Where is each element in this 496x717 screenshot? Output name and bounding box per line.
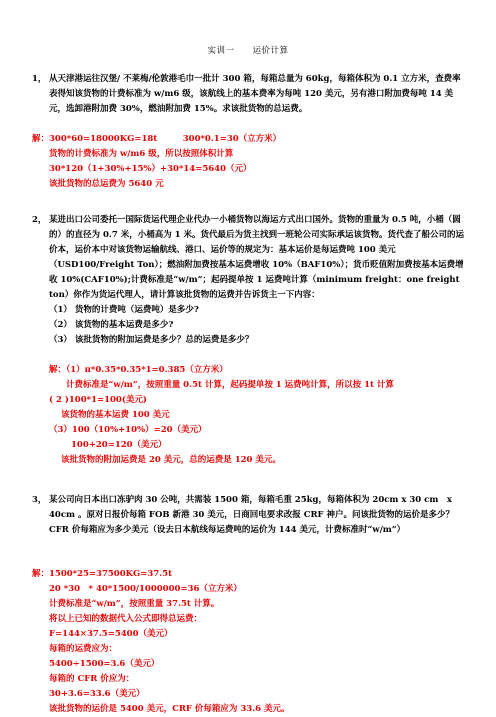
answer-2-line: 100+20=120（美元） (71, 440, 167, 450)
question-3-number: 3， (32, 495, 47, 505)
answer-2-line: 该货物的基本运费 100 美元 (61, 410, 170, 420)
answer-3-line: 20 *30 * 40*1500/1000000=36（立方米） (49, 584, 242, 594)
question-3-text: 某公司向日本出口冻驴肉 30 公吨，共需装 1500 箱，每箱毛重 25kg，每箱体积为 20cm x 30 cm x 40cm 。原对日报价每箱 FOB 新港 30 美元，日商回电要求改报 CRF 神户。问该批货物的运价是多少？ CFR 价每箱应为多少美元（设去日本航线每运费吨的运价为 144 美元，计费标准时“w/m”） (49, 495, 461, 535)
answer-3-line: 每箱的 CFR 价应为： (49, 674, 135, 684)
answer-3-line: 计费标准是“w/m”，按照重量 37.5t 计算。 (49, 599, 220, 609)
answer-2-line: （3）100（10%+10%）=20（美元） (49, 425, 207, 435)
answer-3-line: 将以上已知的数据代入公式即得总运费： (49, 614, 203, 624)
answer-2-line: 计费标准是“w/m”，按照重量 0.5t 计算，起码提单按 1 运费吨计算，所以按 1t 计算 (66, 380, 394, 390)
question-2-item: （1） 货物的计费吨（运费吨）是多少? (49, 305, 199, 315)
question-1 (32, 72, 466, 117)
question-3 (32, 493, 466, 538)
question-2-item: （3） 该批货物的附加运费是多少？总的运费是多少？ (49, 335, 254, 345)
answer-2-line: 该批货物的附加运费是 20 美元，总的运费是 120 美元。 (61, 455, 281, 465)
answer-3-line: 该批货物的运价是 5400 美元，CRF 价每箱应为 33.6 美元。 (49, 704, 290, 714)
question-2 (32, 213, 466, 348)
question-2-item: （2） 该货物的基本运费是多少? (49, 320, 174, 330)
answer-1-line: 该批货物的总运费为 5640 元 (49, 179, 164, 189)
question-1-text: 从天津港运往汉堡/ 不莱梅/伦敦港毛巾一批计 300 箱，每箱总量为 60kg，每箱体积为 0.1 立方米，查费率表得知该货物的计费标准为 w/m6 级，该航线上的基本费率为每吨 120 美元，另有港口附加费每吨 14 美元，选卸港附加费 30%，燃油附加费 15%。求该批货物的总运费。 (49, 74, 461, 114)
answer-1 (32, 132, 472, 192)
answer-3-line: 解：1500*25=37500KG=37.5t (32, 569, 173, 579)
answer-2 (49, 363, 469, 468)
question-2-number: 2， (32, 215, 47, 225)
answer-3-line: 每箱的运费应为： (49, 644, 118, 654)
page-title: 实训一 运价计算 (207, 46, 289, 56)
answer-1-line: 解：300*60=18000KG=18t 300*0.1=30（立方米） (32, 134, 282, 144)
question-1-number: 1， (32, 74, 47, 84)
answer-2-line: ( 2 )100*1=100(美元) (49, 395, 147, 405)
answer-1-line: 货物的计费标准为 w/m6 级，所以按照体积计算 (49, 149, 234, 159)
answer-3-line: F=144×37.5=5400（美元） (49, 629, 173, 639)
question-2-text: 某进出口公司委托一国际货运代理企业代办一小桶货物以海运方式出口国外。货物的重量为 0.5 吨，小桶（圆的）的直径为 0.7 米，小桶高为 1 米。货代最后为货主找到一班轮公司实际承运该货物。货代查了船公司的运价本，运价本中对该货物运输航线、港口、运价等的规定为：基本运价是每运费吨 100 美元（USD100/Freight Ton）；燃油附加费按基本运费增收 10%（BAF10%）；货币贬值附加费按基本运费增收 10%(CAF10%);计费标准是“w/m”；起码提单按 1 运费吨计算（minimum freight：one freight ton）你作为货运代理人，请计算该批货物的运费并告诉货主一下内容： (49, 215, 465, 300)
answer-3-line: 5400÷1500=3.6（美元） (49, 659, 160, 669)
answer-3-line: 30+3.6=33.6（美元） (49, 689, 145, 699)
answer-3 (32, 567, 472, 717)
answer-1-line: 30*120（1+30%+15%）+30*14=5640（元） (49, 164, 252, 174)
answer-2-line: 解：（1）π*0.35*0.35*1=0.385（立方米） (49, 365, 228, 375)
